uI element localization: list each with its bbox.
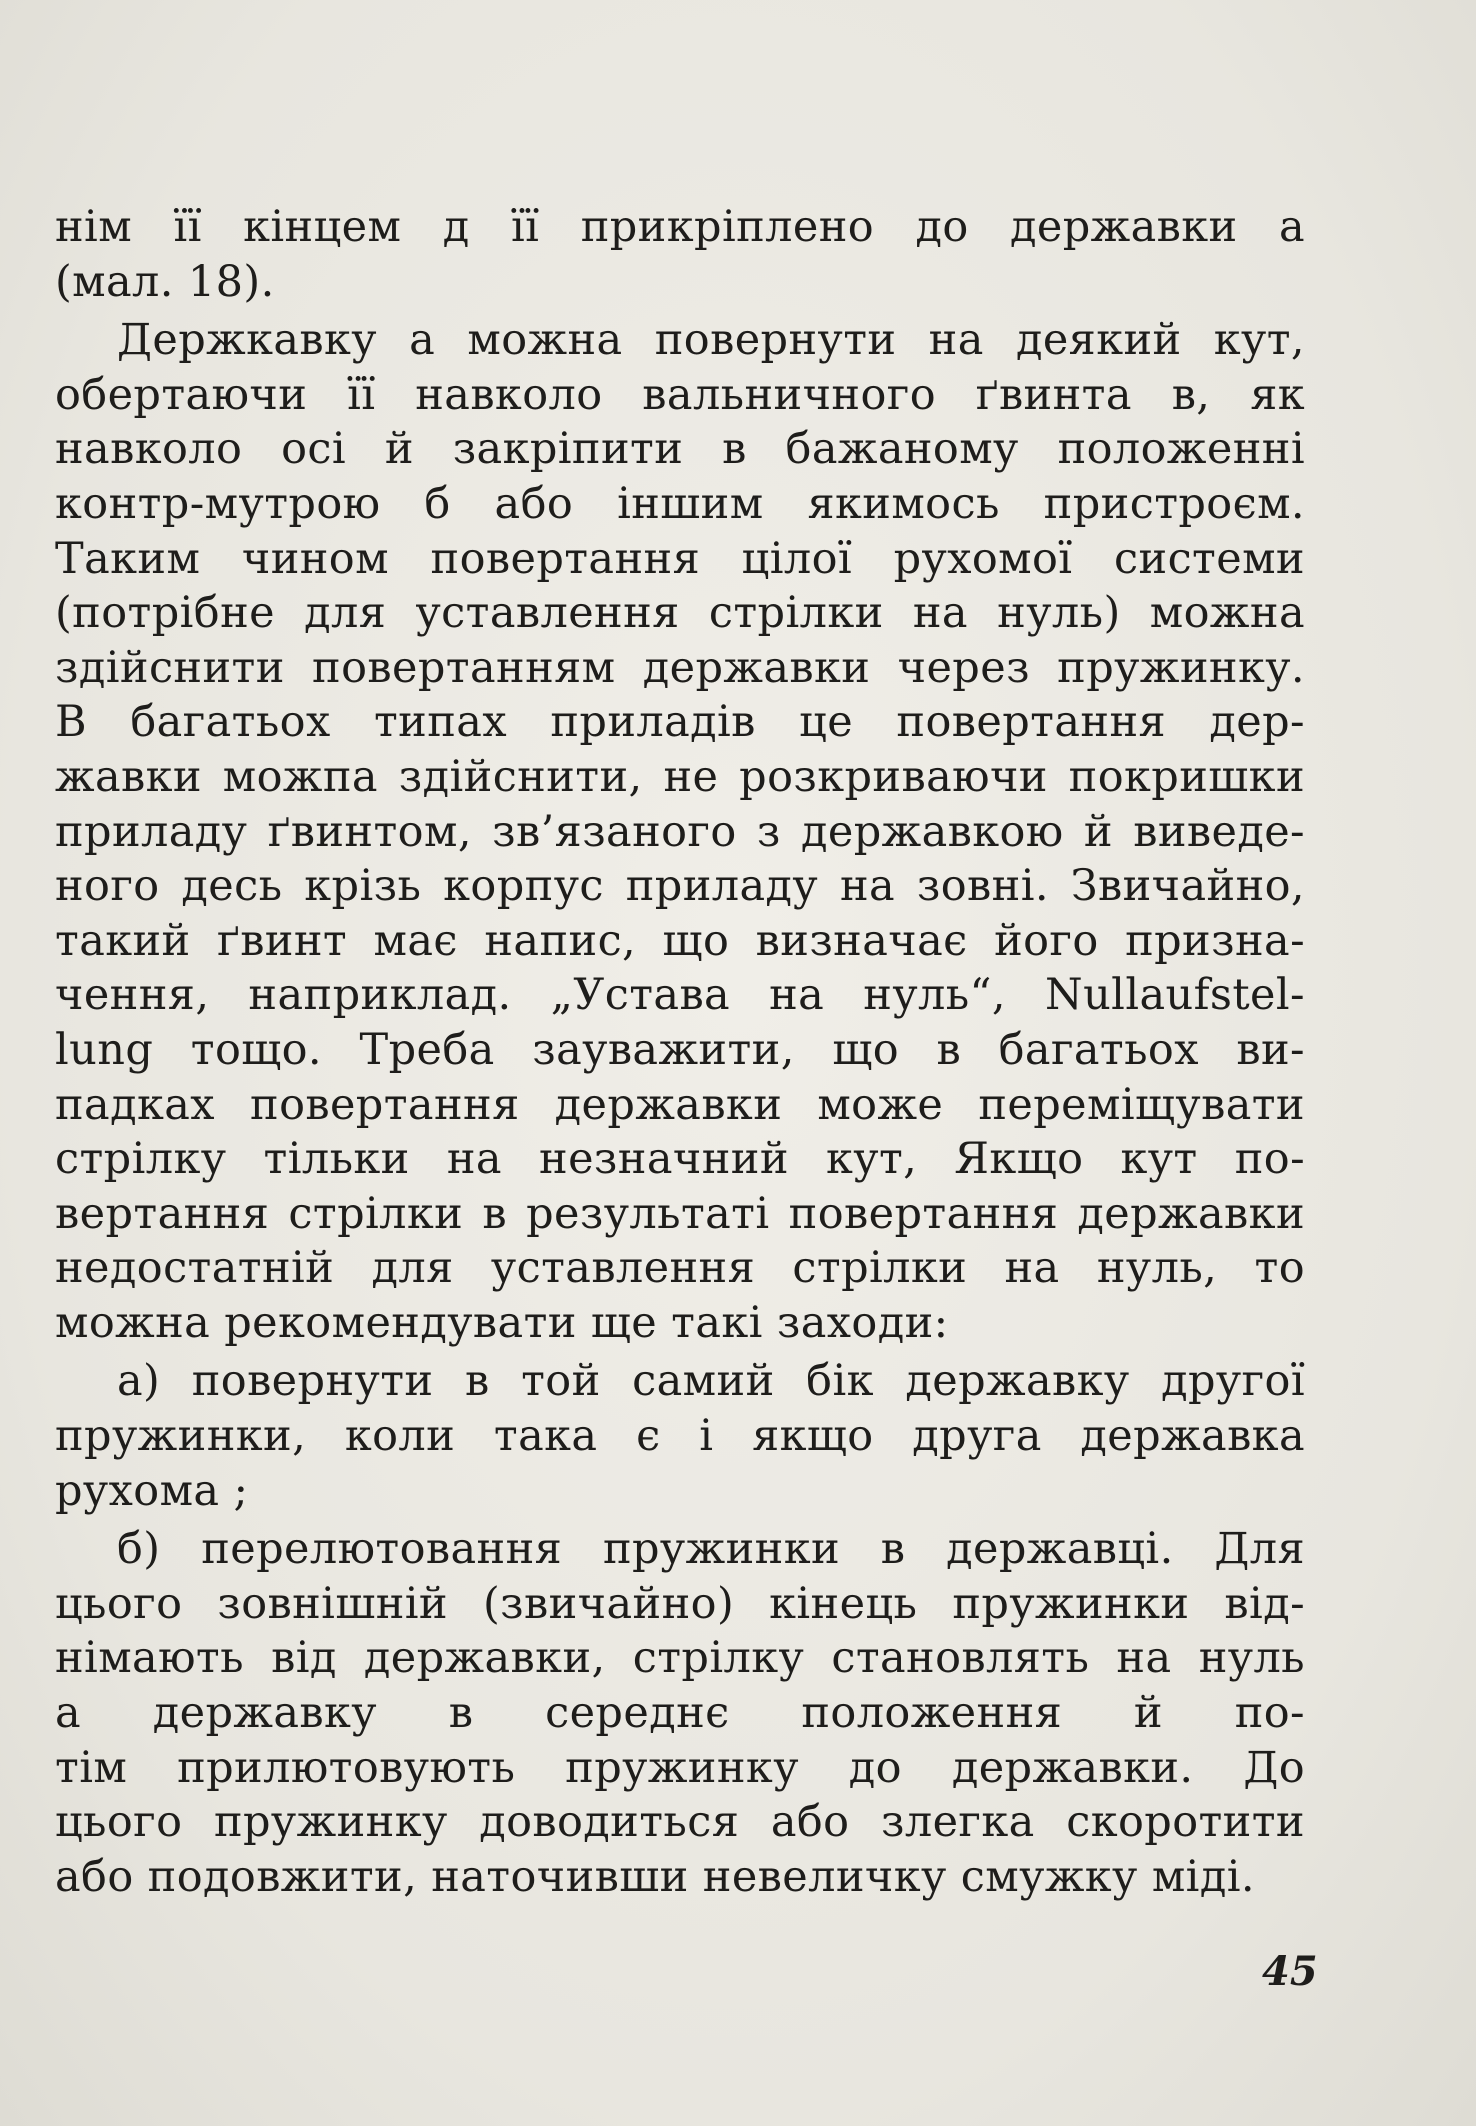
text-line: lung тощо. Треба зауважити, що в багатьох ви- (55, 1024, 1305, 1075)
text-line: приладу ґвинтом, зв’язаного з державкою й виведе- (55, 806, 1305, 857)
text-line: можна рекомендувати ще такі заходи: (55, 1297, 949, 1348)
text-line: цього зовнішній (звичайно) кінець пружинки від- (55, 1578, 1305, 1629)
text-line: (потрібне для уставлення стрілки на нуль) можна (55, 588, 1305, 639)
text-line: німають від державки, стрілку становлять на нуль (55, 1633, 1305, 1684)
text-line: або подовжити, наточивши невеличку смужку міді. (55, 1851, 1255, 1902)
text-line: чення, наприклад. „Устава на нуль“, Nullaufstel- (55, 970, 1305, 1021)
text-line: вертання стрілки в результаті повертання державки (55, 1188, 1305, 1239)
text-line: падках повертання державки може переміщувати (55, 1079, 1305, 1130)
text-line: Таким чином повертання цілої рухомої системи (55, 533, 1305, 584)
text-line: (мал. 18). (55, 256, 275, 307)
text-line: рухома ; (55, 1465, 249, 1516)
body-text (55, 200, 1305, 1904)
text-line: контр-мутрою б або іншим якимось пристроєм. (55, 478, 1305, 529)
text-line: обертаючи її навколо вальничного ґвинта в, як (55, 369, 1305, 420)
paragraph-start-line: Держкавку а можна повернути на деякий кут, (117, 315, 1305, 366)
text-line: а державку в середнє положення й по- (55, 1688, 1305, 1739)
text-line: стрілку тільки на незначний кут, Якщо кут по- (55, 1134, 1305, 1185)
text-line: В багатьох типах приладів це повертання дер- (55, 697, 1305, 748)
text-line: цього пружинку доводиться або злегка скоротити (55, 1797, 1305, 1848)
text-line: такий ґвинт має напис, що визначає його призна- (55, 915, 1305, 966)
text-line: здійснити повертанням державки через пружинку. (55, 642, 1305, 693)
text-line: тім прилютовують пружинку до державки. До (55, 1742, 1305, 1793)
text-line: жавки можпа здійснити, не розкриваючи покришки (55, 751, 1305, 802)
list-item-b-line: б) перелютовання пружинки в державці. Для (117, 1524, 1305, 1575)
text-line: ного десь крізь корпус приладу на зовні. Звичайно, (55, 861, 1305, 912)
text-line: недостатній для уставлення стрілки на нуль, то (55, 1243, 1305, 1294)
list-item-a-line: а) повернути в той самий бік державку другої (117, 1356, 1305, 1407)
text-line: нім її кінцем д її прикріплено до державки а (55, 202, 1305, 252)
page-number: 45 (1262, 1948, 1318, 1995)
text-line: навколо осі й закріпити в бажаному положенні (55, 424, 1305, 475)
text-line: пружинки, коли така є і якщо друга державка (55, 1411, 1305, 1462)
